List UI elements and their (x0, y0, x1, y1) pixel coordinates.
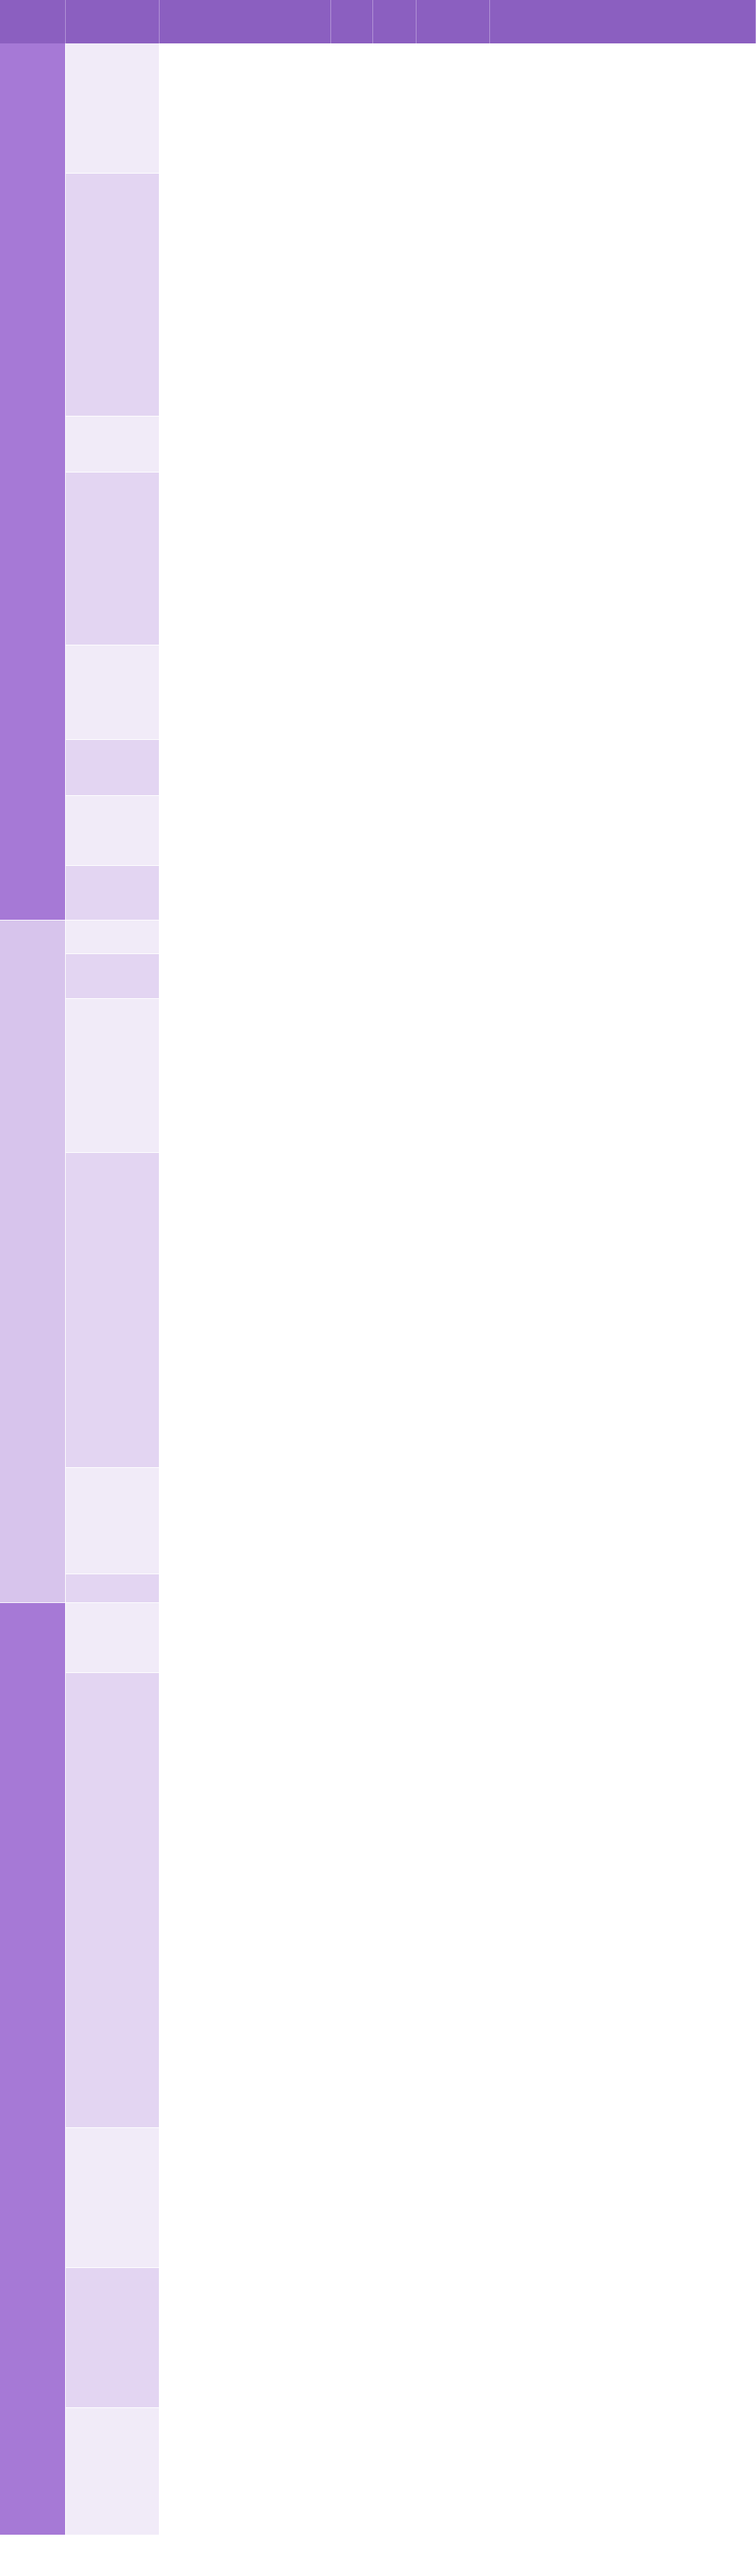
department (66, 416, 160, 472)
department (66, 645, 160, 740)
department (66, 866, 160, 920)
department (66, 1574, 160, 1603)
department (66, 740, 160, 796)
header-major (160, 0, 331, 43)
subject-group (0, 920, 66, 1603)
department (66, 954, 160, 999)
department (66, 43, 160, 174)
header-dept (66, 0, 160, 43)
department (66, 1673, 160, 2128)
department (66, 472, 160, 645)
department (66, 1153, 160, 1468)
subject-group (0, 43, 66, 920)
department (66, 2128, 160, 2268)
department (66, 174, 160, 416)
department (66, 2268, 160, 2408)
header-fee (416, 0, 490, 43)
footer (0, 2535, 756, 2576)
department (66, 920, 160, 954)
department (66, 2408, 160, 2535)
header-subject (0, 0, 66, 43)
department (66, 999, 160, 1153)
department (66, 1603, 160, 1673)
header-note (490, 0, 756, 43)
header-sichuan (373, 0, 416, 43)
header-degree (331, 0, 373, 43)
department (66, 1468, 160, 1574)
subject-group (0, 1603, 66, 2535)
department (66, 796, 160, 866)
